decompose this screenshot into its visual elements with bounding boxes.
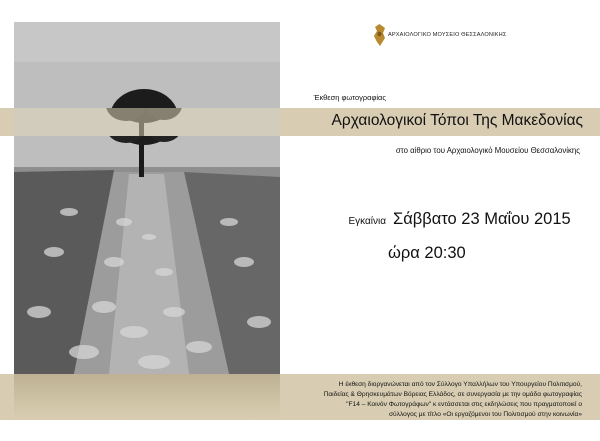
museum-logo xyxy=(374,24,506,46)
info-line: σύλλογος με τίτλο «Οι εργαζόμενοι του Πολιτισμού στην κοινωνία» xyxy=(388,411,582,418)
photo-bottom-fade xyxy=(14,374,280,420)
archaeological-site-photo xyxy=(14,22,280,374)
opening-label: Εγκαίνια xyxy=(348,216,386,227)
venue-text: στο αίθριο του Αρχαιολογικό Μουσείου Θεσσαλονίκης xyxy=(395,146,580,155)
museum-name: ΑΡΧΑΙΟΛΟΓΙΚΟ ΜΟΥΣΕΙΟ ΘΕΣΣΑΛΟΝΙΚΗΣ xyxy=(388,32,507,38)
exhibition-title: Αρχαιολογικοί Τόποι Της Μακεδονίας xyxy=(331,112,583,129)
exhibition-subtitle: Έκθεση φωτογραφίας xyxy=(313,93,386,102)
info-line: Η έκθεση διοργανώνεται από τον Σύλλογο Υπαλλήλων του Υπουργείου Πολιτισμού, xyxy=(338,381,582,388)
opening-date: Σάββατο 23 Μαΐου 2015 xyxy=(393,210,571,228)
info-line: "F14 – Κοινόν Φωτογράφων" κ εντάσσεται στις εκδηλώσεις που πραγματοποιεί ο xyxy=(346,401,582,408)
photo-over-band xyxy=(14,108,280,136)
museum-emblem-icon xyxy=(374,24,385,46)
organizer-info xyxy=(300,380,582,420)
info-line: Παιδείας & Θρησκευμάτων Βόρειας Ελλάδος, σε συνεργασία με την ομάδα φωτογραφίας xyxy=(323,391,582,398)
opening-time: ώρα 20:30 xyxy=(388,244,466,262)
